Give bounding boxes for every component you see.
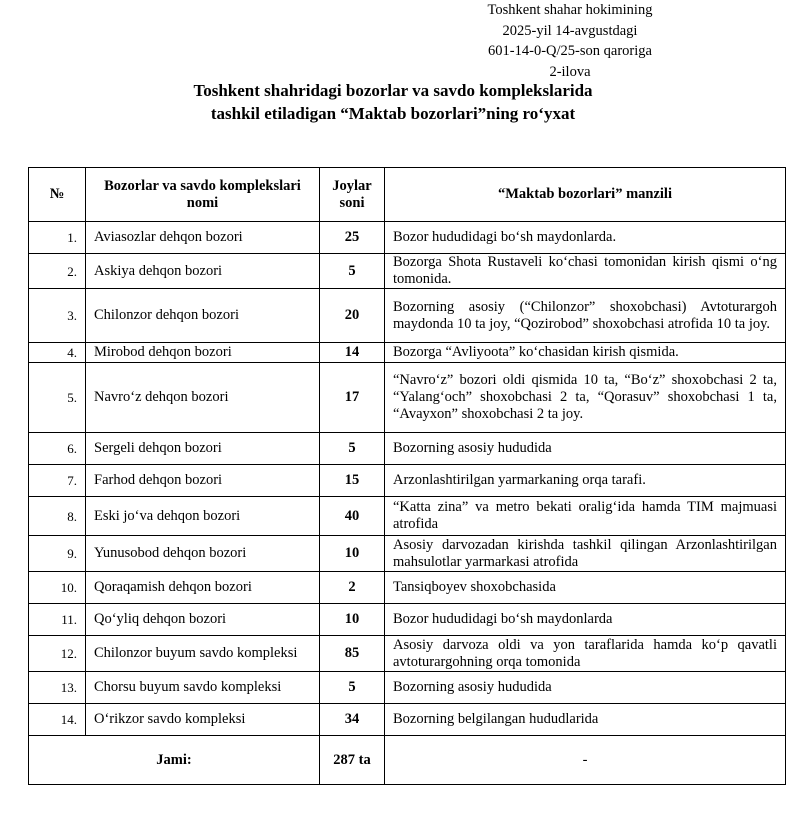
row-number: 2. [29, 254, 86, 289]
table-row [29, 672, 786, 704]
table-row [29, 704, 786, 736]
approval-stamp [470, 0, 670, 82]
market-name: Sergeli dehqon bozori [86, 433, 320, 465]
table-row [29, 363, 786, 433]
table-row [29, 604, 786, 636]
total-address: - [385, 736, 786, 785]
row-number: 10. [29, 572, 86, 604]
place-count: 85 [320, 636, 385, 672]
stamp-line: Toshkent shahar hokimining [487, 2, 653, 18]
row-number: 11. [29, 604, 86, 636]
table-row [29, 536, 786, 572]
row-number: 14. [29, 704, 86, 736]
row-number: 5. [29, 363, 86, 433]
market-name: Eski jo‘va dehqon bozori [86, 497, 320, 536]
row-number: 7. [29, 465, 86, 497]
table-row [29, 497, 786, 536]
table-row [29, 289, 786, 343]
table-row [29, 572, 786, 604]
market-address: Bozorga “Avliyoota” ko‘chasidan kirish qismida. [385, 343, 786, 363]
market-address: Asosiy darvozadan kirishda tashkil qilingan Arzonlashtirilgan mahsulotlar yarmarkasi atrofida [385, 536, 786, 572]
market-name: Mirobod dehqon bozori [86, 343, 320, 363]
header-name: Bozorlar va savdo komplekslari nomi [86, 168, 320, 222]
market-address: Tansiqboyev shoxobchasida [385, 572, 786, 604]
place-count: 5 [320, 672, 385, 704]
header-address: “Maktab bozorlari” manzili [385, 168, 786, 222]
place-count: 5 [320, 254, 385, 289]
row-number: 6. [29, 433, 86, 465]
place-count: 2 [320, 572, 385, 604]
row-number: 3. [29, 289, 86, 343]
place-count: 5 [320, 433, 385, 465]
place-count: 10 [320, 604, 385, 636]
market-name: Farhod dehqon bozori [86, 465, 320, 497]
row-number: 12. [29, 636, 86, 672]
stamp-line: 2-ilova [549, 63, 591, 80]
title-line: Toshkent shahridagi bozorlar va savdo komplekslarida [193, 81, 593, 100]
row-number: 13. [29, 672, 86, 704]
stamp-line: 601-14-0-Q/25-son qaroriga [488, 43, 652, 59]
table-row [29, 343, 786, 363]
row-number: 1. [29, 222, 86, 254]
market-address: Bozorga Shota Rustaveli ko‘chasi tomonidan kirish qismi o‘ng tomonida. [385, 254, 786, 289]
row-number: 9. [29, 536, 86, 572]
market-name: Aviasozlar dehqon bozori [86, 222, 320, 254]
table-row [29, 222, 786, 254]
market-name: Qo‘yliq dehqon bozori [86, 604, 320, 636]
market-address: “Katta zina” va metro bekati oralig‘ida hamda TIM majmuasi atrofida [385, 497, 786, 536]
document-title [0, 79, 786, 125]
market-name: Chilonzor dehqon bozori [86, 289, 320, 343]
place-count: 40 [320, 497, 385, 536]
market-address: Bozor hududidagi bo‘sh maydonlarda. [385, 222, 786, 254]
market-name: Navro‘z dehqon bozori [86, 363, 320, 433]
market-address: Arzonlashtirilgan yarmarkaning orqa tarafi. [385, 465, 786, 497]
place-count: 14 [320, 343, 385, 363]
market-address: “Navro‘z” bozori oldi qismida 10 ta, “Bo‘z” shoxobchasi 2 ta, “Yalang‘och” shoxobchasi 2 ta, “Qorasuv” shoxobchasi 1 ta, “Avayxon” shoxobchasi 2 ta joy. [385, 363, 786, 433]
market-address: Bozor hududidagi bo‘sh maydonlarda [385, 604, 786, 636]
stamp-line: 2025-yil 14-avgustdagi [502, 22, 638, 39]
market-address: Bozorning asosiy (“Chilonzor” shoxobchasi) Avtoturargoh maydonda 10 ta joy, “Qozirobod” shoxobchasi atrofida 10 ta joy. [385, 289, 786, 343]
table-row [29, 433, 786, 465]
row-number: 4. [29, 343, 86, 363]
market-address: Bozorning asosiy hududida [385, 672, 786, 704]
market-name: Chorsu buyum savdo kompleksi [86, 672, 320, 704]
place-count: 15 [320, 465, 385, 497]
market-name: Askiya dehqon bozori [86, 254, 320, 289]
table-row [29, 636, 786, 672]
market-address: Asosiy darvoza oldi va yon taraflarida hamda ko‘p qavatli avtoturargohning orqa tomonida [385, 636, 786, 672]
total-count: 287 ta [320, 736, 385, 785]
market-name: Qoraqamish dehqon bozori [86, 572, 320, 604]
market-name: Chilonzor buyum savdo kompleksi [86, 636, 320, 672]
place-count: 10 [320, 536, 385, 572]
markets-table [28, 167, 786, 785]
title-line: tashkil etiladigan “Maktab bozorlari”ning ro‘yxat [210, 104, 576, 123]
place-count: 34 [320, 704, 385, 736]
row-number: 8. [29, 497, 86, 536]
header-count: Joylar soni [320, 168, 385, 222]
table-header-row [29, 168, 786, 222]
place-count: 17 [320, 363, 385, 433]
place-count: 25 [320, 222, 385, 254]
total-row [29, 736, 786, 785]
table-row [29, 465, 786, 497]
market-name: Yunusobod dehqon bozori [86, 536, 320, 572]
place-count: 20 [320, 289, 385, 343]
total-label: Jami: [29, 736, 320, 785]
market-address: Bozorning belgilangan hududlarida [385, 704, 786, 736]
header-number: № [29, 168, 86, 222]
table-row [29, 254, 786, 289]
market-name: O‘rikzor savdo kompleksi [86, 704, 320, 736]
market-address: Bozorning asosiy hududida [385, 433, 786, 465]
